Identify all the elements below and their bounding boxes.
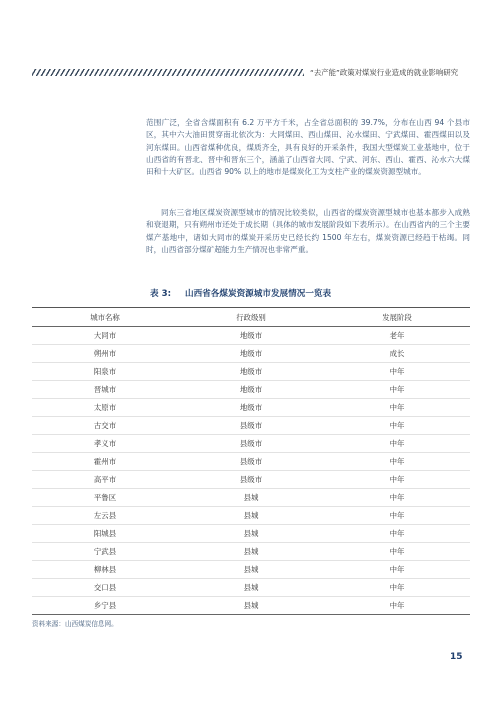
table-row [32,399,470,417]
cell-city: 平鲁区 [32,489,178,507]
body-paragraph-1: 范围广泛，全省含煤面积有 6.2 万平方千米，占全省总面积的 39.7%，分布在山西 94 个县市区，其中六大油田贯穿南北依次为：大同煤田、西山煤田、沁水煤田、宁武煤田、霍西煤田以及河东煤田。山西省煤种优良，煤质齐全，具有良好的开采条件，我国大型煤炭工业基地中，位于山西省的有晋北、晋中和晋东三个，涵盖了山西省大同、宁武、河东、西山、霍西、沁水六大煤田和十大矿区。山西省 90% 以上的地市是煤炭化工为支柱产业的煤炭资源型城市。 [146,118,470,177]
cell-city: 左云县 [32,507,178,525]
running-header-title: “去产能”政策对煤炭行业造成的就业影响研究 [310,68,459,77]
table-row [32,507,470,525]
cell-stage: 中年 [324,363,470,381]
table-row [32,597,470,615]
cell-stage: 中年 [324,381,470,399]
table-row [32,525,470,543]
cell-stage: 中年 [324,525,470,543]
cell-admin-level: 地级市 [178,399,324,417]
cell-city: 交口县 [32,579,178,597]
cell-admin-level: 县城 [178,525,324,543]
column-header-admin-level: 行政级别 [178,308,324,327]
cell-admin-level: 县级市 [178,453,324,471]
column-header-city: 城市名称 [32,308,178,327]
cell-admin-level: 县城 [178,489,324,507]
city-development-table [32,307,470,615]
cell-stage: 中年 [324,489,470,507]
cell-admin-level: 县城 [178,561,324,579]
cell-admin-level: 地级市 [178,327,324,345]
table-caption-label: 表 3: [150,289,172,299]
table-caption [150,287,331,299]
table-row [32,579,470,597]
cell-admin-level: 县级市 [178,435,324,453]
cell-city: 阳城县 [32,525,178,543]
cell-admin-level: 地级市 [178,345,324,363]
cell-stage: 中年 [324,417,470,435]
body-paragraph-2: 同东三省地区煤炭资源型城市的情况比较类似，山西省的煤炭资源型城市也基本都步入成熟和衰退期，只有朔州市还处于成长期（具体的城市发展阶段如下表所示）。在山西省内的三个主要煤产基地中，诸如大同市的煤炭开采历史已经长约 1500 年左右，煤炭资源已经趋于枯竭。同时，山西省部分煤矿超能力生产情况也非常严重。 [146,208,470,254]
page-number: 15 [450,652,463,662]
cell-stage: 老年 [324,327,470,345]
table-row [32,327,470,345]
table-row [32,381,470,399]
cell-stage: 成长 [324,345,470,363]
cell-stage: 中年 [324,579,470,597]
cell-city: 高平市 [32,471,178,489]
table-row [32,561,470,579]
table-row [32,363,470,381]
column-header-stage: 发展阶段 [324,308,470,327]
cell-admin-level: 地级市 [178,363,324,381]
cell-stage: 中年 [324,471,470,489]
table-source-note: 资料来源：山西煤炭信息网。 [32,620,118,628]
cell-city: 霍州市 [32,453,178,471]
cell-city: 孝义市 [32,435,178,453]
cell-admin-level: 县级市 [178,471,324,489]
table-header-row [32,308,470,327]
cell-city: 朔州市 [32,345,178,363]
table-caption-title: 山西省各煤炭资源城市发展情况一览表 [185,289,332,299]
cell-city: 宁武县 [32,543,178,561]
cell-admin-level: 县城 [178,579,324,597]
cell-stage: 中年 [324,561,470,579]
cell-city: 乡宁县 [32,597,178,615]
cell-admin-level: 县城 [178,543,324,561]
cell-city: 古交市 [32,417,178,435]
cell-city: 柳林县 [32,561,178,579]
header-stripe-decoration [32,69,304,76]
cell-stage: 中年 [324,435,470,453]
cell-admin-level: 县级市 [178,417,324,435]
cell-city: 晋城市 [32,381,178,399]
table-row [32,453,470,471]
cell-stage: 中年 [324,543,470,561]
cell-city: 大同市 [32,327,178,345]
cell-city: 太原市 [32,399,178,417]
table-row [32,489,470,507]
cell-stage: 中年 [324,453,470,471]
table-row [32,435,470,453]
cell-city: 阳泉市 [32,363,178,381]
cell-admin-level: 县城 [178,507,324,525]
cell-admin-level: 地级市 [178,381,324,399]
cell-stage: 中年 [324,507,470,525]
table-row [32,471,470,489]
table-row [32,417,470,435]
cell-stage: 中年 [324,399,470,417]
table-row [32,345,470,363]
table-row [32,543,470,561]
cell-stage: 中年 [324,597,470,615]
cell-admin-level: 县城 [178,597,324,615]
